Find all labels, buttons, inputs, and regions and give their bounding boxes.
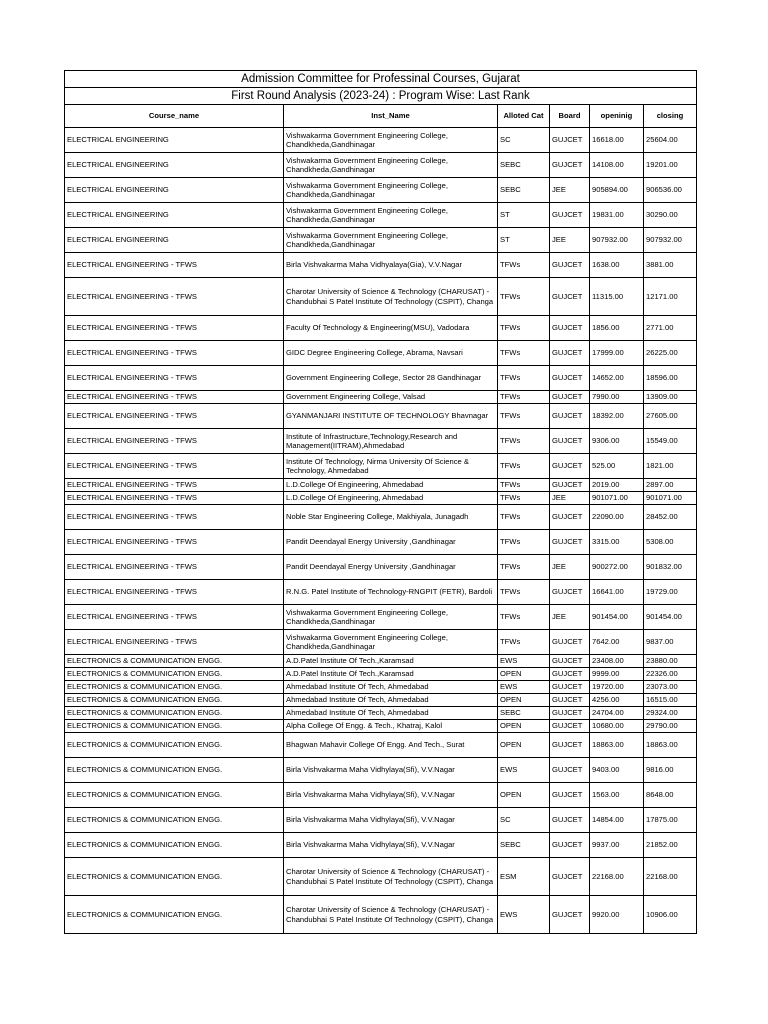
cell-course: ELECTRONICS & COMMUNICATION ENGG. bbox=[65, 668, 284, 681]
table-row bbox=[65, 655, 697, 668]
table-row bbox=[65, 366, 697, 391]
column-header-course: Course_name bbox=[65, 105, 284, 128]
cell-closing: 2771.00 bbox=[644, 316, 697, 341]
cell-course: ELECTRONICS & COMMUNICATION ENGG. bbox=[65, 758, 284, 783]
table-row bbox=[65, 707, 697, 720]
table-row bbox=[65, 808, 697, 833]
cell-closing: 19729.00 bbox=[644, 580, 697, 605]
cell-inst: GIDC Degree Engineering College, Abrama, Navsari bbox=[284, 341, 498, 366]
cell-course: ELECTRICAL ENGINEERING - TFWS bbox=[65, 580, 284, 605]
cell-opening: 9403.00 bbox=[590, 758, 644, 783]
report-title: Admission Committee for Professinal Courses, Gujarat bbox=[65, 71, 697, 88]
cell-cat: TFWs bbox=[498, 630, 550, 655]
cell-closing: 12171.00 bbox=[644, 278, 697, 316]
report-subtitle: First Round Analysis (2023-24) : Program Wise: Last Rank bbox=[65, 88, 697, 105]
cell-inst: Birla Vishvakarma Maha Vidhyalaya(Gia), V.V.Nagar bbox=[284, 253, 498, 278]
cell-closing: 10906.00 bbox=[644, 896, 697, 934]
cell-inst: Pandit Deendayal Energy University ,Gandhinagar bbox=[284, 555, 498, 580]
table-row bbox=[65, 153, 697, 178]
cell-opening: 9999.00 bbox=[590, 668, 644, 681]
cell-cat: SC bbox=[498, 808, 550, 833]
cell-opening: 10680.00 bbox=[590, 720, 644, 733]
cell-board: GUJCET bbox=[550, 341, 590, 366]
cell-course: ELECTRONICS & COMMUNICATION ENGG. bbox=[65, 858, 284, 896]
table-row bbox=[65, 694, 697, 707]
table-row bbox=[65, 720, 697, 733]
cell-cat: TFWs bbox=[498, 316, 550, 341]
cell-board: GUJCET bbox=[550, 655, 590, 668]
cell-board: GUJCET bbox=[550, 808, 590, 833]
cell-board: JEE bbox=[550, 492, 590, 505]
cell-opening: 9306.00 bbox=[590, 429, 644, 454]
table-row bbox=[65, 605, 697, 630]
cell-inst: Vishwakarma Government Engineering College, Chandkheda,Gandhinagar bbox=[284, 178, 498, 203]
cell-closing: 2897.00 bbox=[644, 479, 697, 492]
table-row bbox=[65, 681, 697, 694]
cell-course: ELECTRICAL ENGINEERING - TFWS bbox=[65, 454, 284, 479]
cell-course: ELECTRICAL ENGINEERING - TFWS bbox=[65, 278, 284, 316]
cell-cat: SEBC bbox=[498, 833, 550, 858]
table-row bbox=[65, 668, 697, 681]
cell-course: ELECTRICAL ENGINEERING - TFWS bbox=[65, 391, 284, 404]
cell-cat: TFWs bbox=[498, 454, 550, 479]
cell-closing: 17875.00 bbox=[644, 808, 697, 833]
cell-opening: 3315.00 bbox=[590, 530, 644, 555]
cell-course: ELECTRICAL ENGINEERING bbox=[65, 228, 284, 253]
cell-course: ELECTRICAL ENGINEERING - TFWS bbox=[65, 341, 284, 366]
cell-course: ELECTRONICS & COMMUNICATION ENGG. bbox=[65, 833, 284, 858]
cell-inst: Ahmedabad Institute Of Tech, Ahmedabad bbox=[284, 681, 498, 694]
cell-cat: SEBC bbox=[498, 153, 550, 178]
cell-opening: 1638.00 bbox=[590, 253, 644, 278]
cell-inst: Vishwakarma Government Engineering College, Chandkheda,Gandhinagar bbox=[284, 153, 498, 178]
column-header-cat: Alloted Cat bbox=[498, 105, 550, 128]
cell-course: ELECTRONICS & COMMUNICATION ENGG. bbox=[65, 808, 284, 833]
cell-closing: 15549.00 bbox=[644, 429, 697, 454]
cell-closing: 27605.00 bbox=[644, 404, 697, 429]
cell-board: GUJCET bbox=[550, 253, 590, 278]
cell-board: GUJCET bbox=[550, 366, 590, 391]
cell-closing: 9816.00 bbox=[644, 758, 697, 783]
cell-course: ELECTRICAL ENGINEERING - TFWS bbox=[65, 530, 284, 555]
cell-closing: 9837.00 bbox=[644, 630, 697, 655]
cell-cat: SEBC bbox=[498, 178, 550, 203]
table-row bbox=[65, 833, 697, 858]
table-row bbox=[65, 783, 697, 808]
cell-cat: TFWs bbox=[498, 555, 550, 580]
cell-board: GUJCET bbox=[550, 153, 590, 178]
cell-opening: 16641.00 bbox=[590, 580, 644, 605]
cell-course: ELECTRONICS & COMMUNICATION ENGG. bbox=[65, 655, 284, 668]
cell-course: ELECTRICAL ENGINEERING - TFWS bbox=[65, 366, 284, 391]
cell-cat: OPEN bbox=[498, 694, 550, 707]
cell-board: GUJCET bbox=[550, 694, 590, 707]
table-row bbox=[65, 492, 697, 505]
table-row bbox=[65, 505, 697, 530]
table-row bbox=[65, 454, 697, 479]
column-header-row bbox=[65, 105, 697, 128]
cell-course: ELECTRICAL ENGINEERING bbox=[65, 128, 284, 153]
cell-closing: 901832.00 bbox=[644, 555, 697, 580]
table-row bbox=[65, 530, 697, 555]
table-row bbox=[65, 203, 697, 228]
cell-inst: Institute Of Technology, Nirma University Of Science & Technology, Ahmedabad bbox=[284, 454, 498, 479]
cell-inst: Ahmedabad Institute Of Tech, Ahmedabad bbox=[284, 694, 498, 707]
cell-cat: OPEN bbox=[498, 733, 550, 758]
cell-board: GUJCET bbox=[550, 278, 590, 316]
cell-cat: TFWs bbox=[498, 492, 550, 505]
table-row bbox=[65, 758, 697, 783]
cell-inst: Charotar University of Science & Technology (CHARUSAT) - Chandubhai S Patel Institute Of Technology (CSPIT), Changa bbox=[284, 896, 498, 934]
cell-closing: 22326.00 bbox=[644, 668, 697, 681]
cell-course: ELECTRONICS & COMMUNICATION ENGG. bbox=[65, 707, 284, 720]
cell-opening: 2019.00 bbox=[590, 479, 644, 492]
cell-board: GUJCET bbox=[550, 858, 590, 896]
cell-cat: ESM bbox=[498, 858, 550, 896]
cell-cat: OPEN bbox=[498, 668, 550, 681]
cell-board: GUJCET bbox=[550, 203, 590, 228]
cell-opening: 1856.00 bbox=[590, 316, 644, 341]
cell-opening: 9920.00 bbox=[590, 896, 644, 934]
cell-inst: Vishwakarma Government Engineering College, Chandkheda,Gandhinagar bbox=[284, 630, 498, 655]
cell-course: ELECTRONICS & COMMUNICATION ENGG. bbox=[65, 720, 284, 733]
cell-inst: Faculty Of Technology & Engineering(MSU), Vadodara bbox=[284, 316, 498, 341]
cell-opening: 23408.00 bbox=[590, 655, 644, 668]
cell-cat: TFWs bbox=[498, 404, 550, 429]
cell-cat: SEBC bbox=[498, 707, 550, 720]
cell-board: GUJCET bbox=[550, 128, 590, 153]
cell-board: JEE bbox=[550, 605, 590, 630]
cell-course: ELECTRONICS & COMMUNICATION ENGG. bbox=[65, 681, 284, 694]
table-row bbox=[65, 128, 697, 153]
cell-inst: Government Engineering College, Sector 28 Gandhinagar bbox=[284, 366, 498, 391]
table-row bbox=[65, 630, 697, 655]
table-row bbox=[65, 278, 697, 316]
cell-opening: 905894.00 bbox=[590, 178, 644, 203]
cell-cat: TFWs bbox=[498, 580, 550, 605]
cell-opening: 19720.00 bbox=[590, 681, 644, 694]
cell-closing: 18596.00 bbox=[644, 366, 697, 391]
cell-cat: SC bbox=[498, 128, 550, 153]
cell-course: ELECTRICAL ENGINEERING - TFWS bbox=[65, 605, 284, 630]
cell-board: GUJCET bbox=[550, 833, 590, 858]
cell-course: ELECTRONICS & COMMUNICATION ENGG. bbox=[65, 783, 284, 808]
table-row bbox=[65, 316, 697, 341]
cell-inst: L.D.College Of Engineering, Ahmedabad bbox=[284, 492, 498, 505]
cell-opening: 17999.00 bbox=[590, 341, 644, 366]
cell-course: ELECTRONICS & COMMUNICATION ENGG. bbox=[65, 896, 284, 934]
cell-board: JEE bbox=[550, 555, 590, 580]
table-row bbox=[65, 580, 697, 605]
last-rank-table bbox=[64, 70, 697, 934]
cell-cat: TFWs bbox=[498, 429, 550, 454]
cell-closing: 25604.00 bbox=[644, 128, 697, 153]
table-row bbox=[65, 391, 697, 404]
table-row bbox=[65, 479, 697, 492]
cell-inst: Institute of Infrastructure,Technology,Research and Management(IITRAM),Ahmedabad bbox=[284, 429, 498, 454]
cell-inst: R.N.G. Patel Institute of Technology-RNGPIT (FETR), Bardoli bbox=[284, 580, 498, 605]
cell-course: ELECTRICAL ENGINEERING - TFWS bbox=[65, 429, 284, 454]
cell-inst: A.D.Patel Institute Of Tech.,Karamsad bbox=[284, 668, 498, 681]
cell-inst: Birla Vishvakarma Maha Vidhylaya(Sfi), V.V.Nagar bbox=[284, 833, 498, 858]
cell-board: JEE bbox=[550, 228, 590, 253]
cell-opening: 901454.00 bbox=[590, 605, 644, 630]
cell-cat: TFWs bbox=[498, 530, 550, 555]
cell-inst: A.D.Patel Institute Of Tech.,Karamsad bbox=[284, 655, 498, 668]
cell-course: ELECTRICAL ENGINEERING bbox=[65, 178, 284, 203]
cell-cat: TFWs bbox=[498, 278, 550, 316]
cell-closing: 901071.00 bbox=[644, 492, 697, 505]
cell-inst: Birla Vishvakarma Maha Vidhylaya(Sfi), V.V.Nagar bbox=[284, 783, 498, 808]
cell-opening: 907932.00 bbox=[590, 228, 644, 253]
cell-closing: 26225.00 bbox=[644, 341, 697, 366]
cell-closing: 906536.00 bbox=[644, 178, 697, 203]
cell-board: GUJCET bbox=[550, 479, 590, 492]
cell-course: ELECTRICAL ENGINEERING - TFWS bbox=[65, 630, 284, 655]
cell-closing: 23073.00 bbox=[644, 681, 697, 694]
cell-opening: 22168.00 bbox=[590, 858, 644, 896]
cell-opening: 19831.00 bbox=[590, 203, 644, 228]
report-sheet bbox=[64, 70, 696, 934]
cell-closing: 907932.00 bbox=[644, 228, 697, 253]
cell-opening: 18863.00 bbox=[590, 733, 644, 758]
cell-cat: TFWs bbox=[498, 505, 550, 530]
cell-board: GUJCET bbox=[550, 783, 590, 808]
cell-closing: 30290.00 bbox=[644, 203, 697, 228]
cell-board: GUJCET bbox=[550, 758, 590, 783]
cell-cat: OPEN bbox=[498, 720, 550, 733]
cell-opening: 14652.00 bbox=[590, 366, 644, 391]
cell-closing: 1821.00 bbox=[644, 454, 697, 479]
cell-opening: 16618.00 bbox=[590, 128, 644, 153]
cell-inst: Noble Star Engineering College, Makhiyala, Junagadh bbox=[284, 505, 498, 530]
cell-closing: 3881.00 bbox=[644, 253, 697, 278]
cell-course: ELECTRICAL ENGINEERING - TFWS bbox=[65, 555, 284, 580]
cell-inst: Vishwakarma Government Engineering College, Chandkheda,Gandhinagar bbox=[284, 228, 498, 253]
cell-inst: Government Engineering College, Valsad bbox=[284, 391, 498, 404]
table-row bbox=[65, 858, 697, 896]
cell-board: GUJCET bbox=[550, 505, 590, 530]
cell-cat: TFWs bbox=[498, 391, 550, 404]
cell-inst: Birla Vishvakarma Maha Vidhylaya(Sfi), V.V.Nagar bbox=[284, 808, 498, 833]
table-row bbox=[65, 429, 697, 454]
cell-cat: EWS bbox=[498, 681, 550, 694]
cell-course: ELECTRICAL ENGINEERING - TFWS bbox=[65, 479, 284, 492]
cell-board: GUJCET bbox=[550, 580, 590, 605]
cell-cat: EWS bbox=[498, 758, 550, 783]
table-row bbox=[65, 896, 697, 934]
cell-opening: 1563.00 bbox=[590, 783, 644, 808]
cell-closing: 16515.00 bbox=[644, 694, 697, 707]
table-row bbox=[65, 253, 697, 278]
table-row bbox=[65, 555, 697, 580]
column-header-closing: closing bbox=[644, 105, 697, 128]
cell-board: GUJCET bbox=[550, 316, 590, 341]
cell-board: GUJCET bbox=[550, 391, 590, 404]
cell-opening: 7642.00 bbox=[590, 630, 644, 655]
cell-inst: Vishwakarma Government Engineering College, Chandkheda,Gandhinagar bbox=[284, 128, 498, 153]
cell-board: GUJCET bbox=[550, 733, 590, 758]
cell-opening: 900272.00 bbox=[590, 555, 644, 580]
cell-course: ELECTRICAL ENGINEERING - TFWS bbox=[65, 492, 284, 505]
cell-inst: Ahmedabad Institute Of Tech, Ahmedabad bbox=[284, 707, 498, 720]
table-body bbox=[65, 128, 697, 934]
cell-board: GUJCET bbox=[550, 681, 590, 694]
cell-course: ELECTRICAL ENGINEERING - TFWS bbox=[65, 253, 284, 278]
cell-closing: 29324.00 bbox=[644, 707, 697, 720]
cell-board: GUJCET bbox=[550, 707, 590, 720]
cell-opening: 9937.00 bbox=[590, 833, 644, 858]
table-row bbox=[65, 733, 697, 758]
column-header-opening: openinig bbox=[590, 105, 644, 128]
cell-cat: TFWs bbox=[498, 479, 550, 492]
cell-cat: ST bbox=[498, 203, 550, 228]
cell-course: ELECTRICAL ENGINEERING bbox=[65, 153, 284, 178]
cell-course: ELECTRICAL ENGINEERING - TFWS bbox=[65, 505, 284, 530]
cell-opening: 24704.00 bbox=[590, 707, 644, 720]
cell-cat: TFWs bbox=[498, 253, 550, 278]
cell-closing: 29790.00 bbox=[644, 720, 697, 733]
cell-opening: 14854.00 bbox=[590, 808, 644, 833]
cell-inst: Vishwakarma Government Engineering College, Chandkheda,Gandhinagar bbox=[284, 605, 498, 630]
cell-opening: 4256.00 bbox=[590, 694, 644, 707]
cell-cat: TFWs bbox=[498, 366, 550, 391]
cell-inst: Pandit Deendayal Energy University ,Gandhinagar bbox=[284, 530, 498, 555]
cell-board: JEE bbox=[550, 178, 590, 203]
cell-board: GUJCET bbox=[550, 530, 590, 555]
cell-board: GUJCET bbox=[550, 630, 590, 655]
cell-opening: 14108.00 bbox=[590, 153, 644, 178]
column-header-inst: Inst_Name bbox=[284, 105, 498, 128]
cell-closing: 28452.00 bbox=[644, 505, 697, 530]
cell-inst: GYANMANJARI INSTITUTE OF TECHNOLOGY Bhavnagar bbox=[284, 404, 498, 429]
cell-inst: L.D.College Of Engineering, Ahmedabad bbox=[284, 479, 498, 492]
cell-course: ELECTRICAL ENGINEERING - TFWS bbox=[65, 404, 284, 429]
cell-closing: 8648.00 bbox=[644, 783, 697, 808]
cell-cat: TFWs bbox=[498, 341, 550, 366]
cell-opening: 525.00 bbox=[590, 454, 644, 479]
cell-board: GUJCET bbox=[550, 668, 590, 681]
cell-closing: 13909.00 bbox=[644, 391, 697, 404]
cell-cat: ST bbox=[498, 228, 550, 253]
cell-opening: 22090.00 bbox=[590, 505, 644, 530]
cell-inst: Bhagwan Mahavir College Of Engg. And Tech., Surat bbox=[284, 733, 498, 758]
column-header-board: Board bbox=[550, 105, 590, 128]
cell-opening: 11315.00 bbox=[590, 278, 644, 316]
cell-inst: Vishwakarma Government Engineering College, Chandkheda,Gandhinagar bbox=[284, 203, 498, 228]
cell-opening: 7990.00 bbox=[590, 391, 644, 404]
cell-cat: EWS bbox=[498, 655, 550, 668]
cell-course: ELECTRONICS & COMMUNICATION ENGG. bbox=[65, 733, 284, 758]
cell-board: GUJCET bbox=[550, 404, 590, 429]
cell-course: ELECTRONICS & COMMUNICATION ENGG. bbox=[65, 694, 284, 707]
cell-opening: 18392.00 bbox=[590, 404, 644, 429]
cell-board: GUJCET bbox=[550, 429, 590, 454]
cell-course: ELECTRICAL ENGINEERING - TFWS bbox=[65, 316, 284, 341]
table-row bbox=[65, 341, 697, 366]
cell-inst: Charotar University of Science & Technology (CHARUSAT) - Chandubhai S Patel Institute Of Technology (CSPIT), Changa bbox=[284, 278, 498, 316]
cell-board: GUJCET bbox=[550, 896, 590, 934]
cell-opening: 901071.00 bbox=[590, 492, 644, 505]
cell-inst: Alpha College Of Engg. & Tech., Khatraj, Kalol bbox=[284, 720, 498, 733]
cell-closing: 5308.00 bbox=[644, 530, 697, 555]
cell-closing: 21852.00 bbox=[644, 833, 697, 858]
cell-cat: OPEN bbox=[498, 783, 550, 808]
cell-closing: 901454.00 bbox=[644, 605, 697, 630]
cell-inst: Charotar University of Science & Technology (CHARUSAT) - Chandubhai S Patel Institute Of Technology (CSPIT), Changa bbox=[284, 858, 498, 896]
cell-course: ELECTRICAL ENGINEERING bbox=[65, 203, 284, 228]
cell-cat: EWS bbox=[498, 896, 550, 934]
cell-closing: 23880.00 bbox=[644, 655, 697, 668]
cell-closing: 18863.00 bbox=[644, 733, 697, 758]
table-row bbox=[65, 228, 697, 253]
cell-closing: 22168.00 bbox=[644, 858, 697, 896]
cell-closing: 19201.00 bbox=[644, 153, 697, 178]
table-row bbox=[65, 178, 697, 203]
table-row bbox=[65, 404, 697, 429]
cell-inst: Birla Vishvakarma Maha Vidhylaya(Sfi), V.V.Nagar bbox=[284, 758, 498, 783]
cell-board: GUJCET bbox=[550, 454, 590, 479]
cell-cat: TFWs bbox=[498, 605, 550, 630]
cell-board: GUJCET bbox=[550, 720, 590, 733]
